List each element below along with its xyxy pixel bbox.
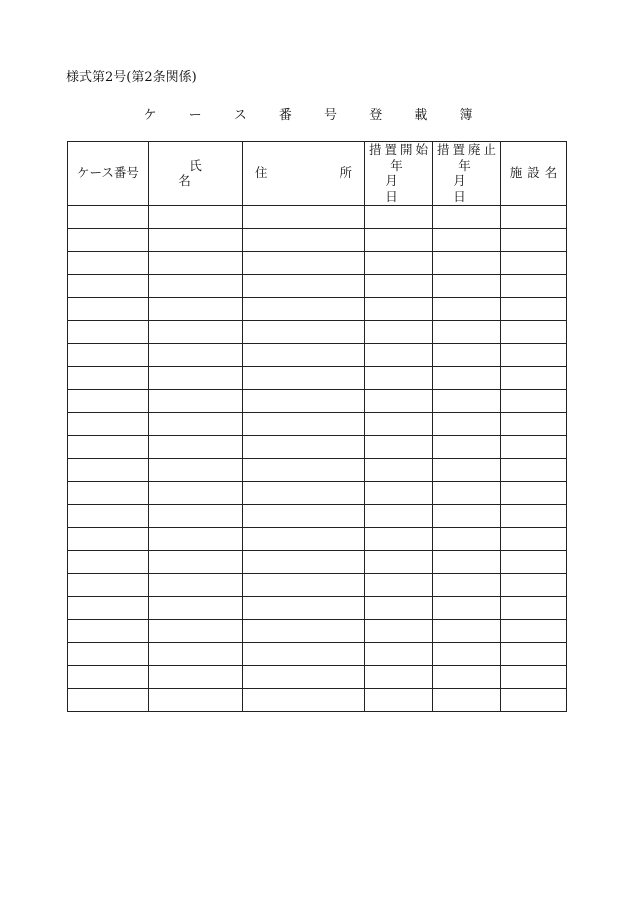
name-cell [149,228,243,251]
end-date-cell [433,619,501,642]
address-cell [243,366,365,389]
name-cell [149,550,243,573]
end-date-cell [433,389,501,412]
header-end-line1: 措置廃止 [436,142,499,157]
name-cell [149,481,243,504]
case-number-cell [68,297,149,320]
case-number-cell [68,550,149,573]
end-date-cell [433,320,501,343]
address-cell [243,274,365,297]
table-row [68,458,567,481]
table-row [68,435,567,458]
name-cell [149,320,243,343]
name-cell [149,297,243,320]
end-date-cell [433,274,501,297]
case-number-cell [68,435,149,458]
header-address-left: 住 [255,165,268,181]
address-cell [243,642,365,665]
start-date-cell [365,343,433,366]
address-cell [243,573,365,596]
name-cell [149,251,243,274]
start-date-cell [365,228,433,251]
table-row [68,504,567,527]
start-date-cell [365,412,433,435]
facility-cell [501,596,567,619]
end-date-cell [433,435,501,458]
facility-cell [501,688,567,711]
table-row [68,320,567,343]
case-number-cell [68,481,149,504]
name-cell [149,205,243,228]
address-cell [243,527,365,550]
facility-cell [501,274,567,297]
name-cell [149,619,243,642]
address-cell [243,435,365,458]
start-date-cell [365,435,433,458]
name-cell [149,665,243,688]
name-cell [149,412,243,435]
header-facility-name: 施設名 [501,142,567,206]
table-row [68,343,567,366]
facility-cell [501,642,567,665]
table-row [68,412,567,435]
start-date-cell [365,665,433,688]
end-date-cell [433,481,501,504]
end-date-cell [433,251,501,274]
start-date-cell [365,596,433,619]
case-number-cell [68,688,149,711]
address-cell [243,458,365,481]
table-body [68,205,567,711]
table-row [68,205,567,228]
case-number-cell [68,527,149,550]
start-date-cell [365,504,433,527]
facility-cell [501,573,567,596]
facility-cell [501,320,567,343]
header-end-date [433,142,501,206]
header-address [243,142,365,206]
start-date-cell [365,251,433,274]
end-date-cell [433,527,501,550]
facility-cell [501,389,567,412]
table-row [68,642,567,665]
header-name: 氏 名 [149,142,243,206]
table-row [68,527,567,550]
end-date-cell [433,228,501,251]
name-cell [149,389,243,412]
case-number-cell [68,389,149,412]
header-address-right: 所 [339,165,352,181]
header-start-date [365,142,433,206]
case-number-cell [68,596,149,619]
start-date-cell [365,389,433,412]
address-cell [243,504,365,527]
table-row [68,389,567,412]
address-cell [243,251,365,274]
address-cell [243,688,365,711]
header-start-line2: 年 月 日 [385,157,417,204]
case-number-cell [68,619,149,642]
address-cell [243,389,365,412]
document-title: ケ ー ス 番 号 登 載 簿 [143,108,487,123]
name-cell [149,642,243,665]
case-number-cell [68,458,149,481]
end-date-cell [433,688,501,711]
start-date-cell [365,573,433,596]
name-cell [149,573,243,596]
start-date-cell [365,458,433,481]
name-cell [149,527,243,550]
facility-cell [501,343,567,366]
facility-cell [501,205,567,228]
end-date-cell [433,458,501,481]
start-date-cell [365,619,433,642]
facility-cell [501,251,567,274]
table-row [68,573,567,596]
form-number-label: 様式第2号(第2条関係) [66,70,197,85]
facility-cell [501,481,567,504]
address-cell [243,596,365,619]
end-date-cell [433,205,501,228]
address-cell [243,205,365,228]
address-cell [243,619,365,642]
header-end-line2: 年 月 日 [453,157,485,204]
end-date-cell [433,573,501,596]
address-cell [243,481,365,504]
address-cell [243,550,365,573]
start-date-cell [365,527,433,550]
facility-cell [501,550,567,573]
table-row [68,366,567,389]
case-number-cell [68,412,149,435]
facility-cell [501,412,567,435]
facility-cell [501,228,567,251]
case-number-cell [68,205,149,228]
address-cell [243,665,365,688]
header-start-line1: 措置開始 [368,142,431,157]
facility-cell [501,665,567,688]
facility-cell [501,458,567,481]
facility-cell [501,297,567,320]
table-row [68,550,567,573]
case-number-cell [68,665,149,688]
name-cell [149,435,243,458]
table-row [68,596,567,619]
table-row [68,228,567,251]
start-date-cell [365,642,433,665]
address-cell [243,343,365,366]
table-row [68,481,567,504]
case-number-cell [68,504,149,527]
facility-cell [501,527,567,550]
name-cell [149,274,243,297]
name-cell [149,596,243,619]
start-date-cell [365,274,433,297]
address-cell [243,228,365,251]
case-number-cell [68,228,149,251]
name-cell [149,366,243,389]
table-row [68,297,567,320]
start-date-cell [365,550,433,573]
table-header-row [68,142,567,206]
end-date-cell [433,412,501,435]
facility-cell [501,435,567,458]
address-cell [243,297,365,320]
table-row [68,665,567,688]
table-row [68,619,567,642]
header-case-number: ケース番号 [68,142,149,206]
name-cell [149,688,243,711]
start-date-cell [365,688,433,711]
start-date-cell [365,320,433,343]
address-cell [243,320,365,343]
table-row [68,274,567,297]
start-date-cell [365,297,433,320]
end-date-cell [433,366,501,389]
end-date-cell [433,297,501,320]
facility-cell [501,619,567,642]
end-date-cell [433,665,501,688]
facility-cell [501,504,567,527]
table-row [68,251,567,274]
case-number-cell [68,642,149,665]
address-cell [243,412,365,435]
table-row [68,688,567,711]
start-date-cell [365,205,433,228]
case-number-cell [68,573,149,596]
name-cell [149,458,243,481]
start-date-cell [365,481,433,504]
name-cell [149,504,243,527]
case-register-table [67,141,567,712]
name-cell [149,343,243,366]
end-date-cell [433,596,501,619]
start-date-cell [365,366,433,389]
case-number-cell [68,274,149,297]
end-date-cell [433,550,501,573]
facility-cell [501,366,567,389]
end-date-cell [433,642,501,665]
end-date-cell [433,504,501,527]
case-number-cell [68,366,149,389]
case-number-cell [68,320,149,343]
case-number-cell [68,343,149,366]
case-number-cell [68,251,149,274]
end-date-cell [433,343,501,366]
